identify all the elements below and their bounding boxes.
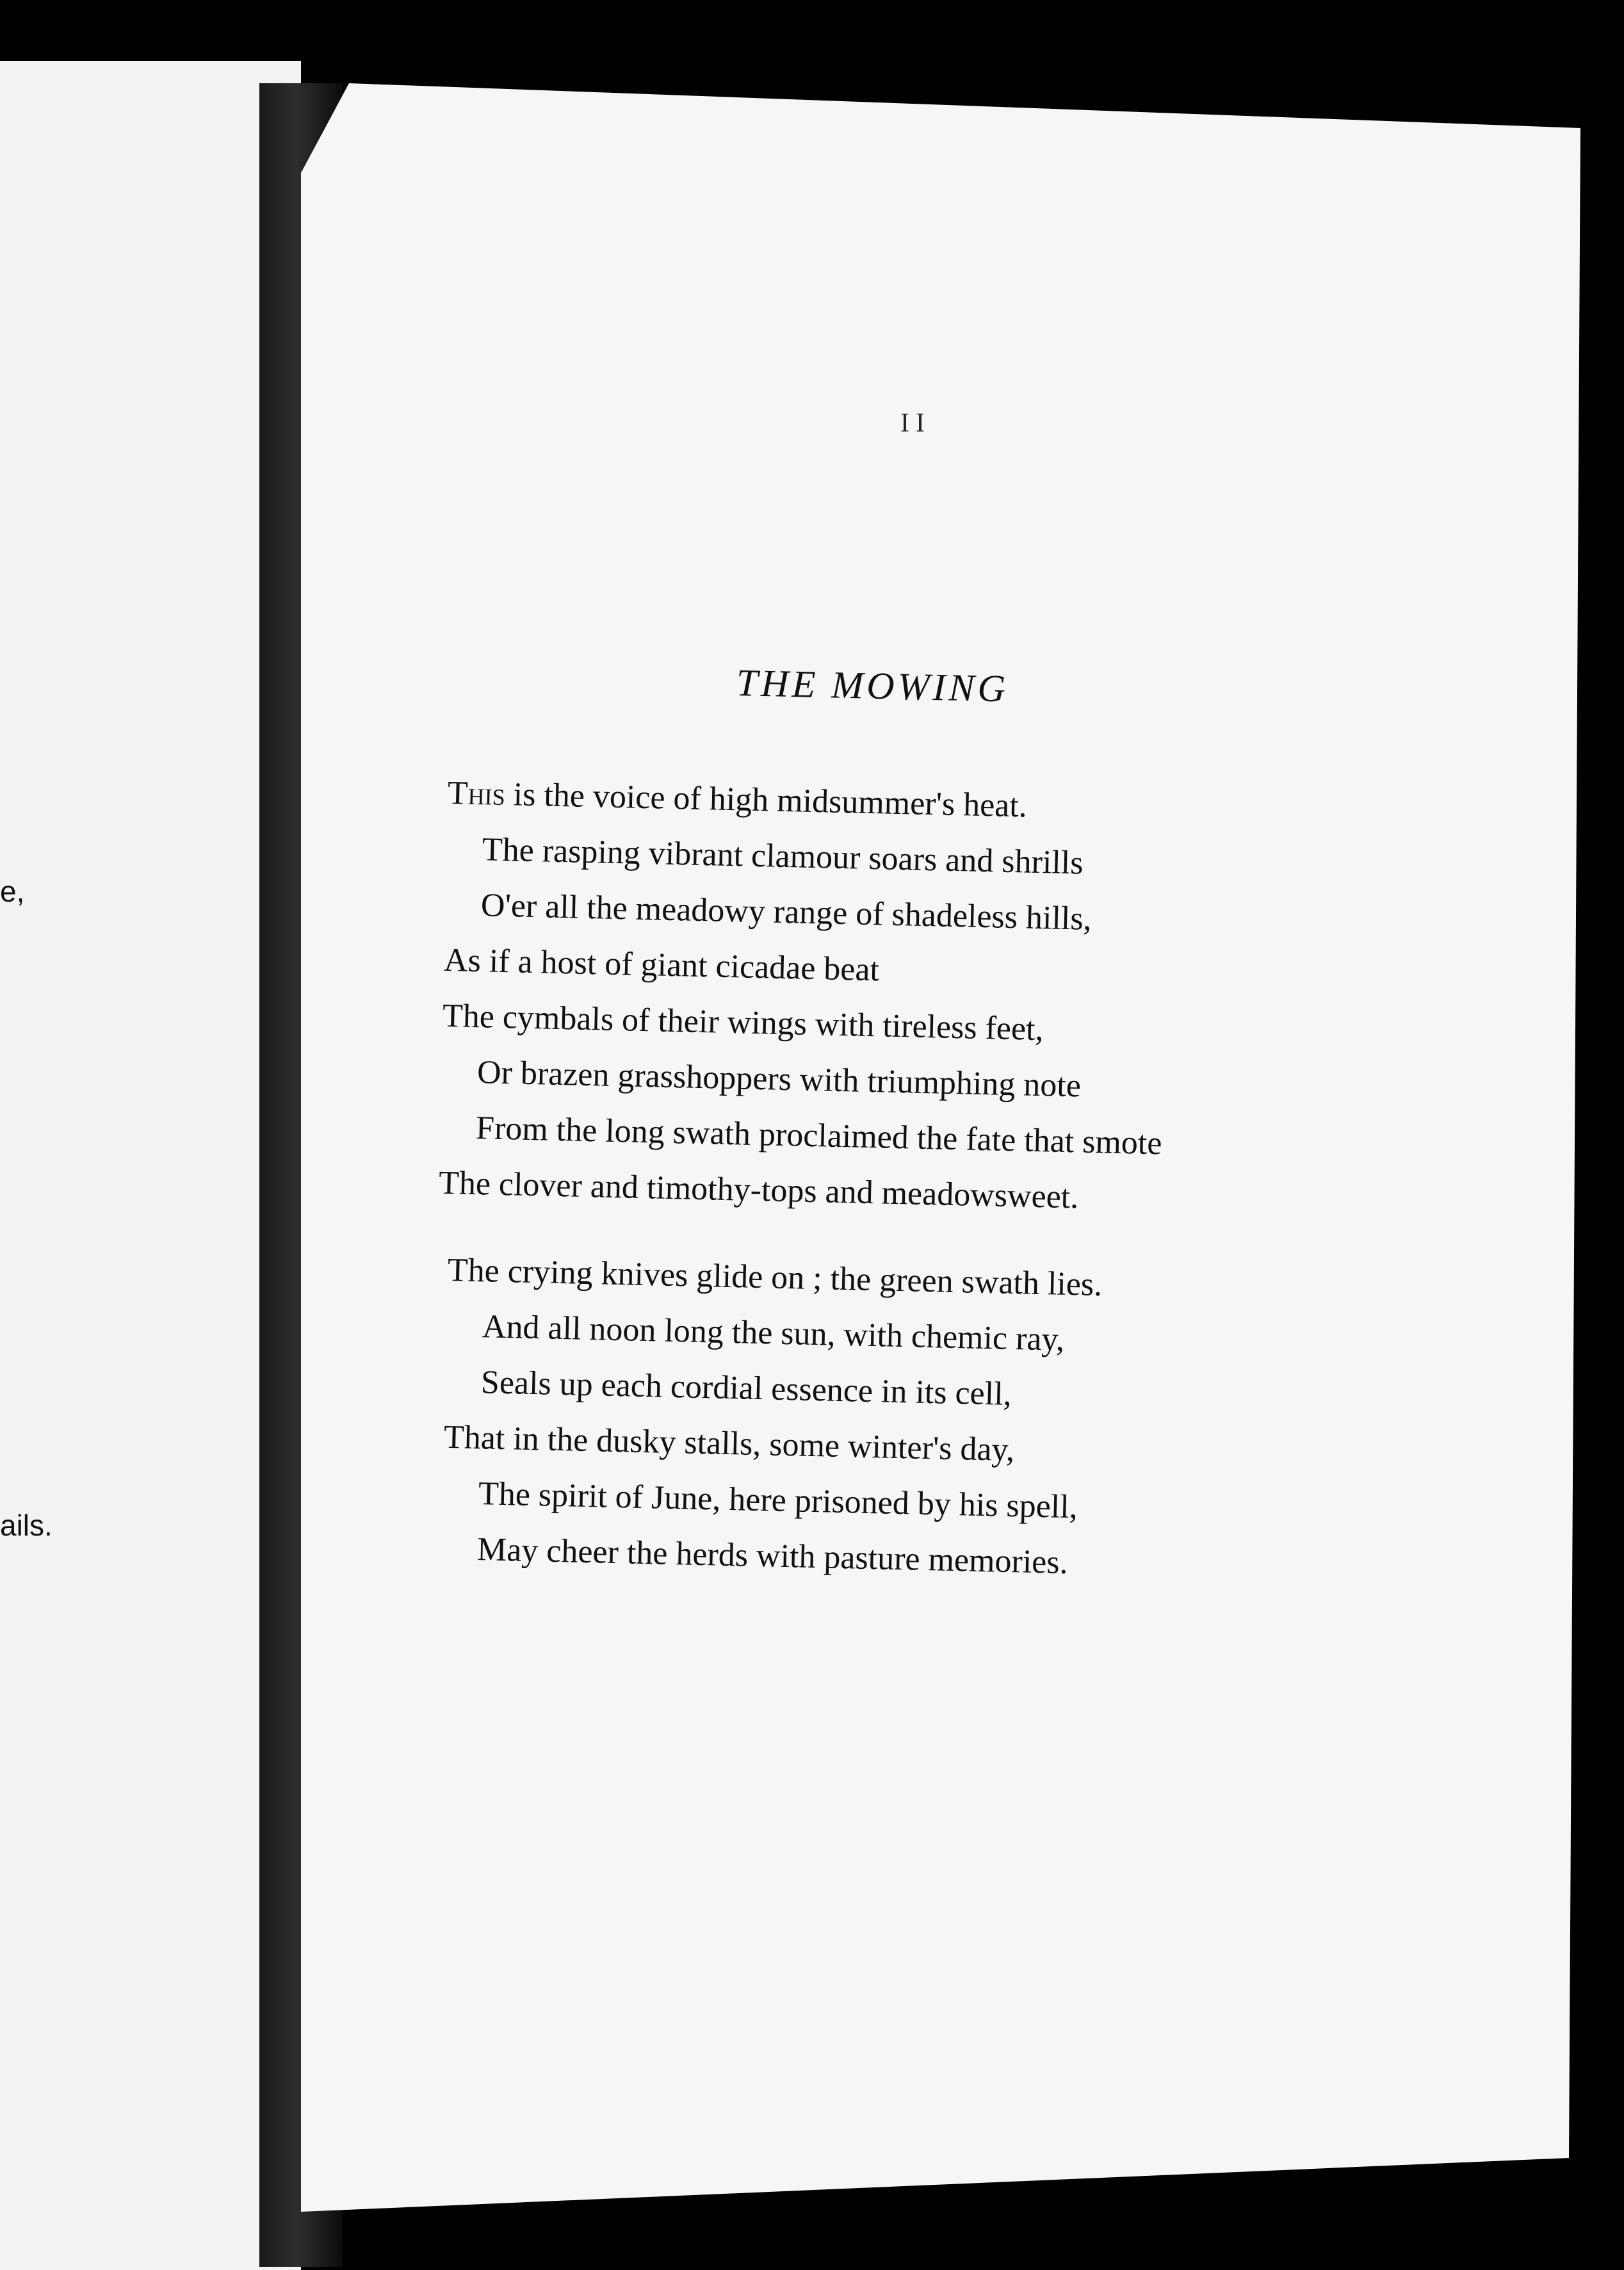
stanza-1 (438, 765, 1408, 1233)
poem-line: This is the voice of high midsummer's heat. (447, 774, 1028, 825)
poem-title: THE MOWING (736, 661, 1009, 710)
poem-line: And all noon long the sun, with chemic ray, (482, 1308, 1065, 1358)
page-number: II (900, 409, 931, 438)
poem-line: The crying knives glide on ; the green swath lies. (447, 1251, 1103, 1304)
poem-line: The rasping vibrant clamour soars and shrills (482, 831, 1084, 882)
poem-line: That in the dusky stalls, some winter's day, (443, 1418, 1015, 1469)
poem-line: Seals up each cordial essence in its cell, (480, 1364, 1012, 1413)
left-page (0, 61, 301, 2270)
left-page-fragment: ails. (0, 1509, 53, 1542)
poem-line: May cheer the herds with pasture memories. (476, 1531, 1069, 1582)
left-page-fragment: e, (0, 875, 25, 908)
poem-line: O'er all the meadowy range of shadeless hills, (480, 887, 1092, 937)
poem-line: The clover and timothy-tops and meadowsweet. (438, 1164, 1079, 1216)
poem-line: Or brazen grasshoppers with triumphing note (476, 1054, 1082, 1105)
poem-line: The cymbals of their wings with tireless feet, (442, 997, 1044, 1048)
poem-line: The spirit of June, here prisoned by his spell, (478, 1475, 1078, 1526)
stanza-2 (441, 1242, 1408, 1598)
poem-line: From the long swath proclaimed the fate that smote (475, 1110, 1163, 1162)
poem-line: As if a host of giant cicadae beat (443, 941, 880, 989)
opening-word: This (447, 774, 506, 813)
